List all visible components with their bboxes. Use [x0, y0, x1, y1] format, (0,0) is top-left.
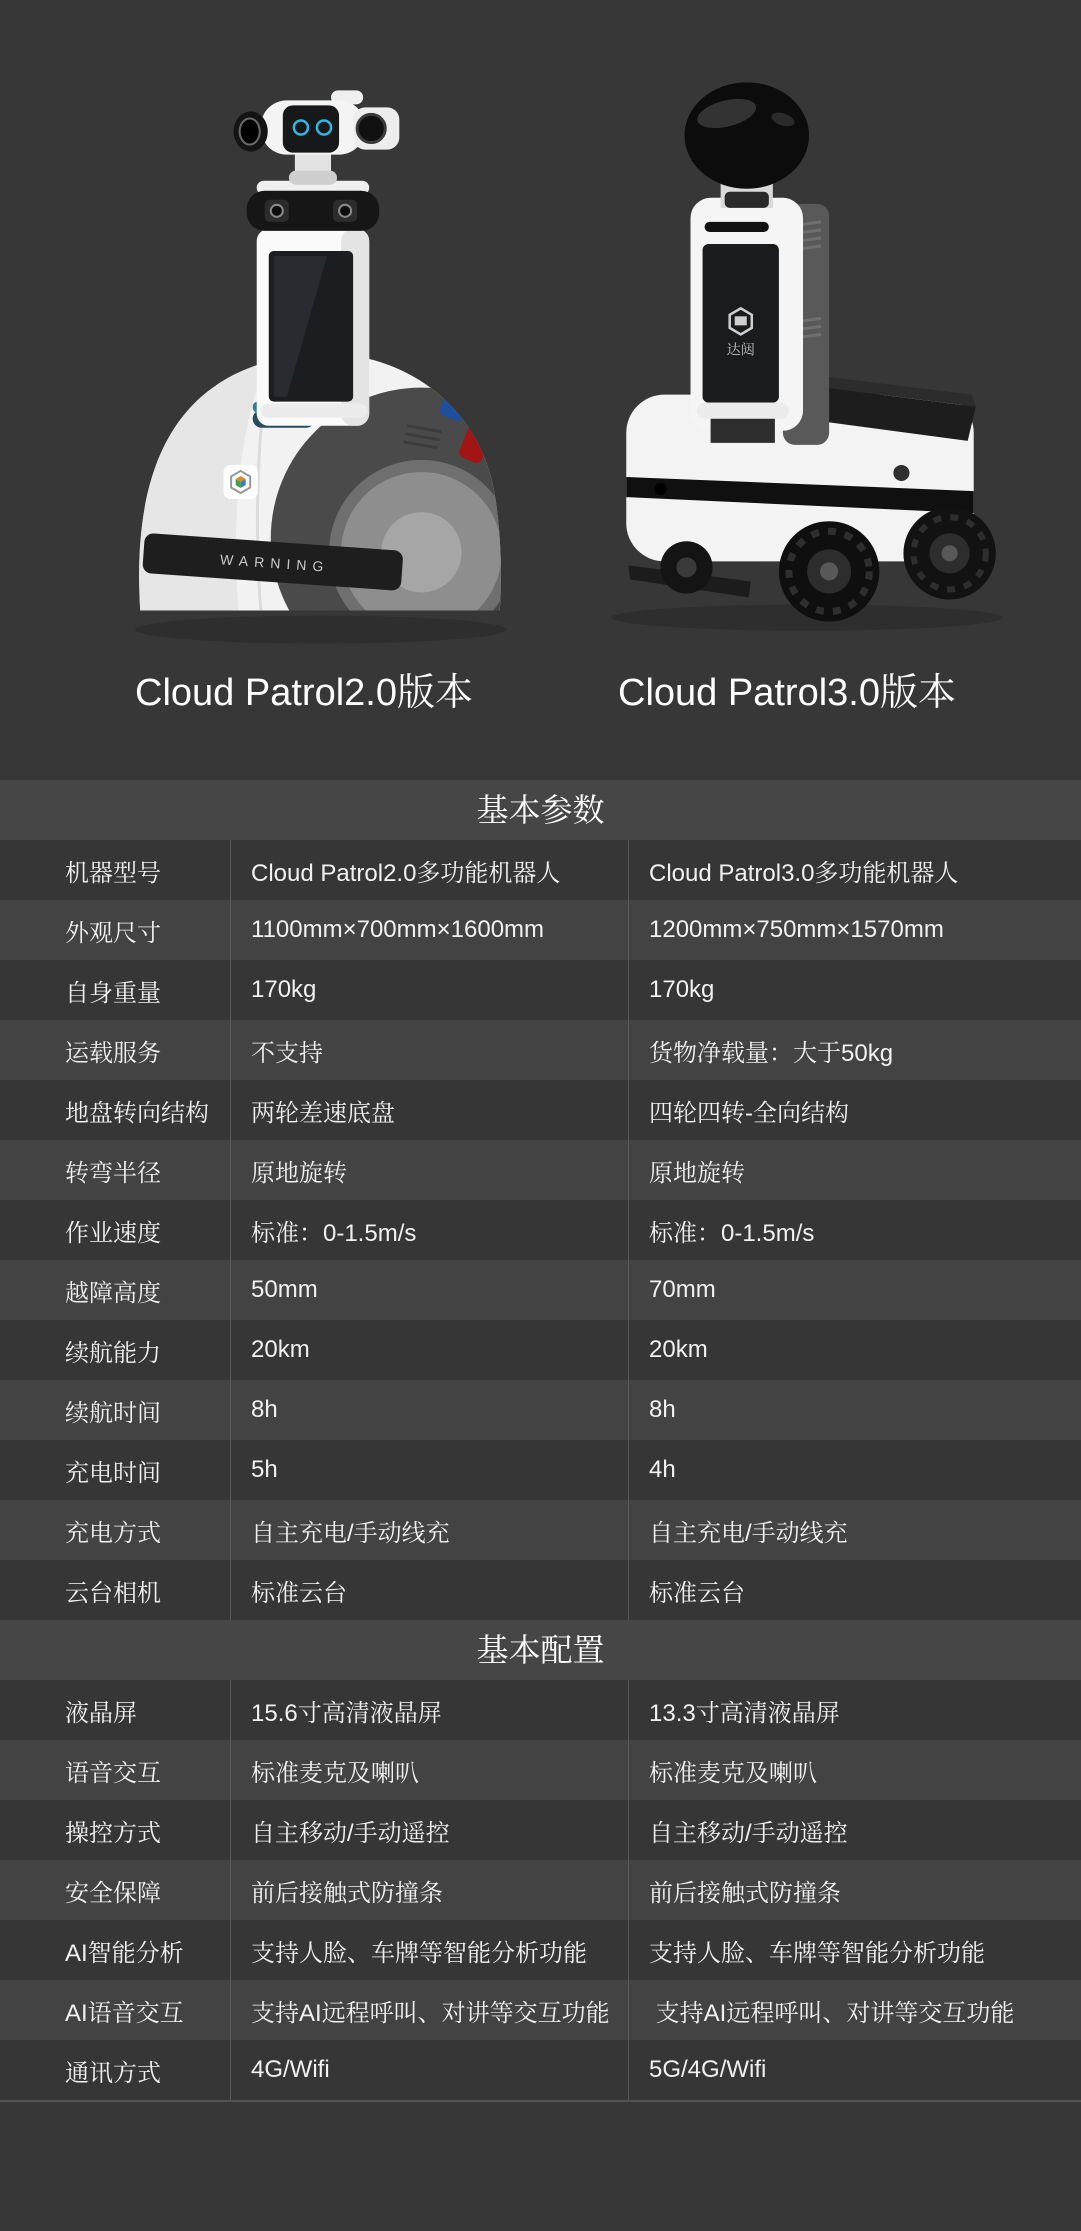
row-value-col2: 1200mm×750mm×1570mm	[628, 900, 1081, 960]
row-value-col2: 13.3寸高清液晶屏	[628, 1680, 1081, 1740]
row-value-col1: 两轮差速底盘	[230, 1080, 628, 1140]
row-value-col2: 8h	[628, 1380, 1081, 1440]
row-value-col1: 1100mm×700mm×1600mm	[230, 900, 628, 960]
table-row	[0, 1680, 1081, 1740]
row-label: 越障高度	[65, 1279, 161, 1307]
table-row	[0, 1980, 1081, 2040]
row-label: 地盘转向结构	[65, 1099, 209, 1127]
table-row	[0, 1740, 1081, 1800]
table-row	[0, 840, 1081, 900]
row-label: 语音交互	[65, 1759, 161, 1787]
table-row	[0, 1800, 1081, 1860]
row-value-col2: 标准麦克及喇叭	[628, 1740, 1081, 1800]
brand-logo-badge	[224, 465, 258, 499]
tower-screen	[269, 251, 353, 402]
table-row	[0, 1920, 1081, 1980]
table-row	[0, 1500, 1081, 1560]
row-value-col2: 4h	[628, 1440, 1081, 1500]
row-value-col2: 5G/4G/Wifi	[628, 2040, 1081, 2100]
row-value-col2: 标准：0-1.5m/s	[628, 1200, 1081, 1260]
row-value-col1: 支持人脸、车牌等智能分析功能	[230, 1920, 628, 1980]
table-row	[0, 1020, 1081, 1080]
row-label: 充电方式	[65, 1519, 161, 1547]
row-value-col2: 20km	[628, 1320, 1081, 1380]
row-value-col2: 前后接触式防撞条	[628, 1860, 1081, 1920]
table-row	[0, 1260, 1081, 1320]
row-value-col1: Cloud Patrol2.0多功能机器人	[230, 840, 628, 900]
row-value-col1: 15.6寸高清液晶屏	[230, 1680, 628, 1740]
row-value-col1: 20km	[230, 1320, 628, 1380]
row-value-col1: 原地旋转	[230, 1140, 628, 1200]
row-value-col1: 8h	[230, 1380, 628, 1440]
table-row	[0, 1440, 1081, 1500]
row-value-col1: 标准云台	[230, 1560, 628, 1620]
table-row	[0, 1860, 1081, 1920]
robot-image-cloud-patrol-2	[88, 78, 560, 656]
row-value-col2: 标准云台	[628, 1560, 1081, 1620]
robot-2-illustration	[88, 78, 560, 656]
row-value-col2: 自主充电/手动线充	[628, 1500, 1081, 1560]
row-value-col1: 5h	[230, 1440, 628, 1500]
row-label: 操控方式	[65, 1819, 161, 1847]
table-row	[0, 1140, 1081, 1200]
warning-text: WARNING	[219, 551, 330, 575]
row-label: AI语音交互	[65, 1999, 184, 2027]
robot-image-cloud-patrol-3	[568, 74, 1036, 644]
row-value-col2: 原地旋转	[628, 1140, 1081, 1200]
row-value-col1: 170kg	[230, 960, 628, 1020]
row-label: 云台相机	[65, 1579, 161, 1607]
row-label: 自身重量	[65, 979, 161, 1007]
row-value-col1: 标准麦克及喇叭	[230, 1740, 628, 1800]
row-label: 通讯方式	[65, 2059, 161, 2087]
row-value-col2: 自主移动/手动遥控	[628, 1800, 1081, 1860]
row-value-col2: 170kg	[628, 960, 1081, 1020]
row-value-col1: 4G/Wifi	[230, 2040, 628, 2100]
table-row	[0, 960, 1081, 1020]
row-value-col1: 自主移动/手动遥控	[230, 1800, 628, 1860]
section-header: 基本参数	[0, 780, 1081, 840]
robot-title-cloud-patrol-2: Cloud Patrol2.0版本	[135, 672, 473, 714]
row-label: 液晶屏	[65, 1699, 137, 1727]
head-sphere	[684, 82, 809, 208]
row-label: 外观尺寸	[65, 919, 161, 947]
row-label: AI智能分析	[65, 1939, 184, 1967]
ptz-camera-head	[234, 90, 400, 154]
table-row	[0, 1560, 1081, 1620]
spec-table	[0, 780, 1081, 2100]
row-value-col2: 支持人脸、车牌等智能分析功能	[628, 1920, 1081, 1980]
camera-ring-band	[247, 181, 380, 231]
tower	[691, 198, 830, 445]
robot-title-cloud-patrol-3: Cloud Patrol3.0版本	[618, 672, 956, 714]
table-row	[0, 1380, 1081, 1440]
table-row	[0, 900, 1081, 960]
screen-logo-text: 达闼	[726, 341, 755, 358]
row-label: 转弯半径	[65, 1159, 161, 1187]
row-label: 续航能力	[65, 1339, 161, 1367]
row-value-col1: 不支持	[230, 1020, 628, 1080]
row-value-col1: 自主充电/手动线充	[230, 1500, 628, 1560]
row-value-col2: 70mm	[628, 1260, 1081, 1320]
robot-3-illustration	[568, 74, 1036, 644]
row-value-col1: 标准：0-1.5m/s	[230, 1200, 628, 1260]
footer-space	[0, 2102, 1081, 2229]
row-value-col2: 支持AI远程呼叫、对讲等交互功能	[628, 1980, 1081, 2040]
row-label: 安全保障	[65, 1879, 161, 1907]
table-row	[0, 1080, 1081, 1140]
row-value-col2: 货物净载量：大于50kg	[628, 1020, 1081, 1080]
section-header: 基本配置	[0, 1620, 1081, 1680]
table-row	[0, 2040, 1081, 2100]
row-value-col1: 50mm	[230, 1260, 628, 1320]
hero-section	[0, 0, 1081, 780]
row-label: 续航时间	[65, 1399, 161, 1427]
row-label: 作业速度	[65, 1219, 161, 1247]
row-value-col1: 支持AI远程呼叫、对讲等交互功能	[230, 1980, 628, 2040]
row-label: 机器型号	[65, 859, 161, 887]
table-row	[0, 1320, 1081, 1380]
row-value-col1: 前后接触式防撞条	[230, 1860, 628, 1920]
table-row	[0, 1200, 1081, 1260]
row-label: 充电时间	[65, 1459, 161, 1487]
row-value-col2: Cloud Patrol3.0多功能机器人	[628, 840, 1081, 900]
row-value-col2: 四轮四转-全向结构	[628, 1080, 1081, 1140]
row-label: 运载服务	[65, 1039, 161, 1067]
